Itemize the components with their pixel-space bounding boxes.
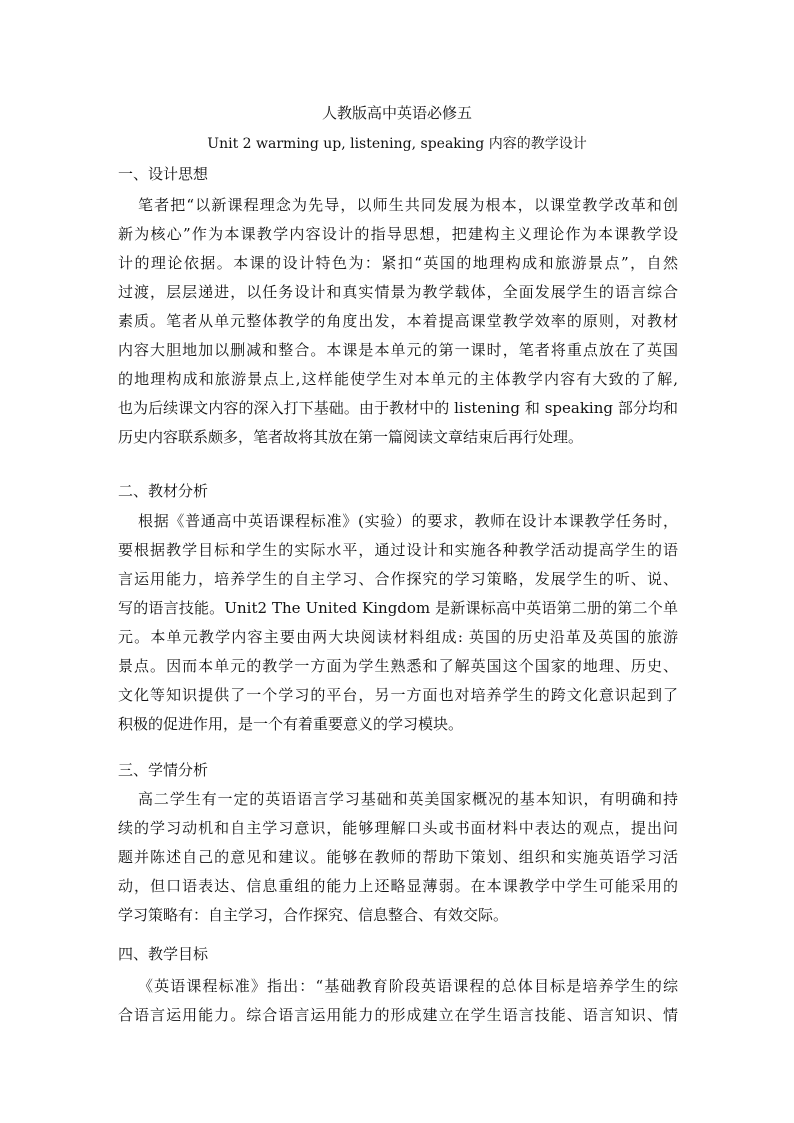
paragraph-line: 的地理构成和旅游景点上,这样能使学生对本单元的主体教学内容有大致的了解, xyxy=(118,370,678,388)
paragraph-line: 新为核心”作为本课教学内容设计的指导思想，把建构主义理论作为本课教学设 xyxy=(118,225,678,243)
paragraph-line: 高二学生有一定的英语语言学习基础和英美国家概况的基本知识，有明确和持 xyxy=(138,790,678,808)
paragraph-line: 合语言运用能力。综合语言运用能力的形成建立在学生语言技能、语言知识、情 xyxy=(118,1006,678,1024)
section-body-design xyxy=(118,191,678,452)
document-subtitle: Unit 2 warming up, listening, speaking 内容的教学设计 xyxy=(207,136,587,152)
section-heading-objectives: 四、教学目标 xyxy=(118,945,209,963)
paragraph-line: 也为后续课文内容的深入打下基础。由于教材中的 listening 和 speaking 部分均和 xyxy=(118,399,678,417)
paragraph-line: 题并陈述自己的意见和建议。能够在教师的帮助下策划、组织和实施英语学习活 xyxy=(118,848,678,866)
paragraph-line: 内容大胆地加以删减和整合。本课是本单元的第一课时，笔者将重点放在了英国 xyxy=(118,341,678,359)
paragraph-line: 景点。因而本单元的教学一方面为学生熟悉和了解英国这个国家的地理、历史、 xyxy=(118,657,678,675)
paragraph-line: 要根据教学目标和学生的实际水平，通过设计和实施各种教学活动提高学生的语 xyxy=(118,541,678,559)
document-title: 人教版高中英语必修五 xyxy=(321,104,472,122)
paragraph-line: 积极的促进作用，是一个有着重要意义的学习模块。 xyxy=(118,715,464,733)
paragraph-line: 过渡，层层递进，以任务设计和真实情景为教学载体，全面发展学生的语言综合 xyxy=(118,283,678,301)
paragraph-line: 计的理论依据。本课的设计特色为：紧扣“英国的地理构成和旅游景点”，自然 xyxy=(118,254,678,272)
paragraph-line: 言运用能力，培养学生的自主学习、合作探究的学习策略，发展学生的听、说、 xyxy=(118,570,678,588)
paragraph-line: 《英语课程标准》指出：“基础教育阶段英语课程的总体目标是培养学生的综 xyxy=(138,977,678,995)
paragraph-line: 动，但口语表达、信息重组的能力上还略显薄弱。在本课教学中学生可能采用的 xyxy=(118,877,678,895)
paragraph-line: 文化等知识提供了一个学习的平台，另一方面也对培养学生的跨文化意识起到了 xyxy=(118,686,678,704)
paragraph-line: 续的学习动机和自主学习意识，能够理解口头或书面材料中表达的观点，提出问 xyxy=(118,819,678,837)
section-body-objectives xyxy=(118,972,678,1030)
paragraph-line: 学习策略有：自主学习，合作探究、信息整合、有效交际。 xyxy=(118,906,509,924)
section-heading-materials: 二、教材分析 xyxy=(118,482,209,500)
paragraph-line: 写的语言技能。Unit2 The United Kingdom 是新课标高中英语第二册的第二个单 xyxy=(118,599,678,617)
paragraph-line: 根据《普通高中英语课程标准》(实验）的要求，教师在设计本课教学任务时， xyxy=(138,512,678,530)
paragraph-line: 历史内容联系颇多，笔者故将其放在第一篇阅读文章结束后再行处理。 xyxy=(118,428,584,446)
section-body-materials xyxy=(118,507,678,739)
paragraph-line: 元。本单元教学内容主要由两大块阅读材料组成: 英国的历史沿革及英国的旅游 xyxy=(118,628,678,646)
section-body-learners xyxy=(118,785,678,930)
section-heading-learners: 三、学情分析 xyxy=(118,761,209,779)
section-heading-design: 一、设计思想 xyxy=(118,165,209,183)
paragraph-line: 笔者把“以新课程理念为先导，以师生共同发展为根本，以课堂教学改革和创 xyxy=(138,196,678,214)
paragraph-line: 素质。笔者从单元整体教学的角度出发，本着提高课堂教学效率的原则，对教材 xyxy=(118,312,678,330)
